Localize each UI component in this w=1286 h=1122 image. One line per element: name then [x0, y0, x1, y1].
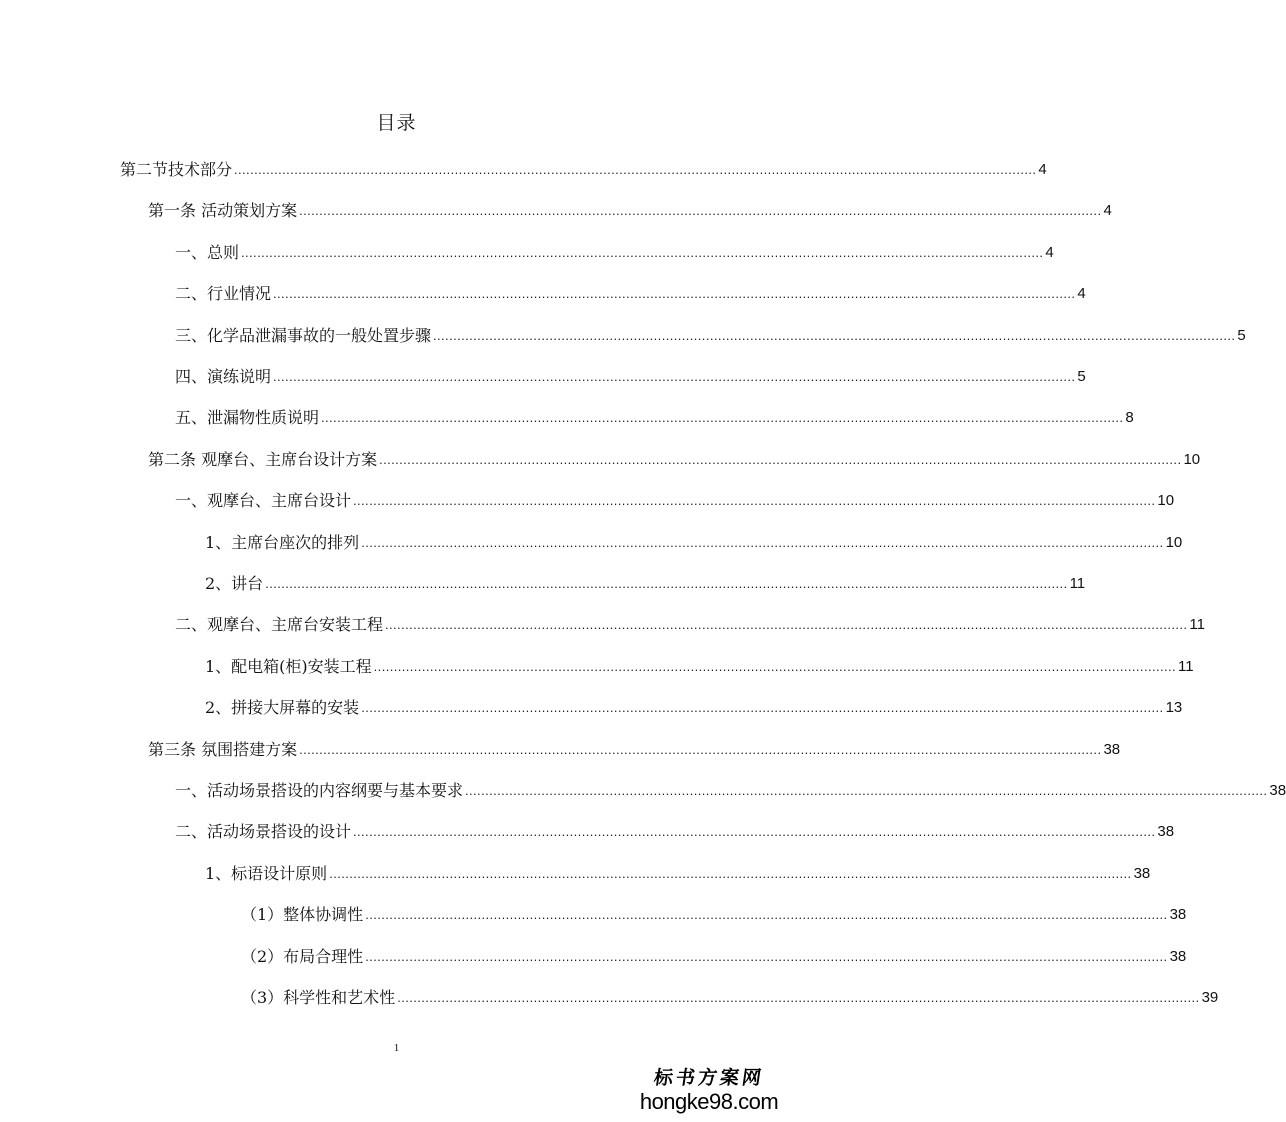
toc-entry[interactable]	[175, 280, 1086, 304]
toc-dot-leader: ........................................................................................................................................................................................................	[353, 493, 1156, 509]
toc-dot-leader: ........................................................................................................................................................................................................	[397, 990, 1200, 1005]
toc-entry-page: 4	[1045, 243, 1054, 261]
toc-entry-page: 8	[1125, 409, 1134, 427]
toc-entry-page: 10	[1157, 492, 1175, 510]
toc-entry[interactable]	[175, 777, 1286, 801]
toc-entry[interactable]	[175, 611, 1205, 635]
toc-dot-leader: ........................................................................................................................................................................................................	[365, 948, 1168, 964]
toc-dot-leader: ........................................................................................................................................................................................................	[234, 162, 1037, 177]
toc-entry[interactable]	[175, 363, 1086, 387]
toc-entry-label: 第二条 观摩台、主席台设计方案	[148, 449, 378, 469]
toc-dot-leader: ........................................................................................................................................................................................................	[299, 203, 1102, 219]
watermark-site-name: 标书方案网	[652, 1067, 766, 1089]
toc-entry[interactable]	[175, 322, 1246, 346]
toc-entry-page: 10	[1165, 533, 1183, 551]
toc-entry-page: 38	[1157, 823, 1175, 841]
toc-entry[interactable]	[241, 901, 1187, 925]
toc-entry[interactable]	[241, 984, 1219, 1008]
toc-entry-label: 五、泄漏物性质说明	[175, 408, 320, 428]
toc-entry[interactable]	[148, 197, 1112, 221]
toc-entry-label: 四、演练说明	[175, 367, 272, 386]
toc-entry-label: 二、活动场景搭设的设计	[175, 822, 352, 842]
toc-entry-page: 13	[1165, 699, 1183, 717]
toc-entry-page: 11	[1189, 616, 1205, 634]
watermark-logo	[639, 1066, 779, 1114]
toc-dot-leader: ........................................................................................................................................................................................................	[321, 410, 1124, 426]
toc-entry[interactable]	[241, 943, 1187, 967]
toc-entry-page: 4	[1038, 161, 1047, 178]
page-title: 目录	[376, 112, 417, 134]
toc-entry-page: 39	[1201, 989, 1219, 1006]
toc-entry-label: （1）整体协调性	[241, 905, 364, 925]
toc-dot-leader: ........................................................................................................................................................................................................	[365, 907, 1168, 923]
toc-entry-label: 第一条 活动策划方案	[148, 201, 298, 221]
toc-entry[interactable]	[120, 156, 1047, 180]
toc-entry-label: 一、活动场景搭设的内容纲要与基本要求	[175, 781, 464, 800]
toc-entry-page: 11	[1069, 575, 1086, 592]
toc-entry[interactable]	[205, 570, 1086, 594]
toc-entry-page: 10	[1183, 450, 1201, 468]
toc-dot-leader: ........................................................................................................................................................................................................	[465, 783, 1268, 798]
toc-entry[interactable]	[175, 818, 1175, 842]
toc-entry-label: 二、行业情况	[175, 284, 272, 304]
toc-entry[interactable]	[148, 736, 1121, 760]
toc-dot-leader: ........................................................................................................................................................................................................	[299, 741, 1102, 757]
toc-entry[interactable]	[205, 653, 1194, 677]
toc-dot-leader: ........................................................................................................................................................................................................	[353, 824, 1156, 840]
toc-entry-page: 4	[1103, 202, 1112, 220]
toc-entry[interactable]	[148, 446, 1201, 470]
toc-entry-page: 38	[1169, 947, 1187, 965]
watermark-domain: hongke98.com	[639, 1089, 779, 1114]
toc-entry-label: 二、观摩台、主席台安装工程	[175, 615, 384, 635]
toc-entry[interactable]	[205, 860, 1151, 884]
toc-entry[interactable]	[175, 487, 1175, 511]
toc-entry-page: 38	[1169, 906, 1187, 924]
toc-entry-page: 4	[1077, 285, 1086, 303]
toc-entry[interactable]	[205, 694, 1183, 718]
toc-entry-label: 1、配电箱(柜)安装工程	[205, 656, 372, 676]
toc-entry-label: 第二节技术部分	[120, 160, 233, 179]
toc-entry[interactable]	[175, 404, 1134, 428]
toc-entry-label: 一、总则	[175, 242, 240, 262]
toc-entry-page: 5	[1237, 326, 1246, 344]
toc-entry-page: 38	[1133, 864, 1151, 882]
toc-dot-leader: ........................................................................................................................................................................................................	[385, 617, 1188, 633]
page-number: 1	[393, 1042, 400, 1054]
toc-dot-leader: ........................................................................................................................................................................................................	[433, 327, 1236, 343]
toc-entry-label: 1、主席台座次的排列	[205, 532, 360, 552]
toc-entry[interactable]	[205, 529, 1183, 553]
toc-dot-leader: ........................................................................................................................................................................................................	[361, 700, 1164, 716]
toc-entry-label: 2、拼接大屏幕的安装	[205, 698, 360, 718]
toc-dot-leader: ........................................................................................................................................................................................................	[265, 576, 1068, 591]
toc-dot-leader: ........................................................................................................................................................................................................	[273, 286, 1076, 302]
toc-entry[interactable]	[175, 239, 1054, 263]
toc-entry-page: 38	[1103, 740, 1121, 758]
toc-entry-label: 第三条 氛围搭建方案	[148, 739, 298, 759]
toc-dot-leader: ........................................................................................................................................................................................................	[241, 244, 1044, 260]
toc-entry-page: 5	[1077, 368, 1086, 385]
toc-dot-leader: ........................................................................................................................................................................................................	[329, 865, 1132, 881]
toc-entry-label: 1、标语设计原则	[205, 863, 328, 883]
toc-entry-label: 三、化学品泄漏事故的一般处置步骤	[175, 325, 432, 345]
toc-entry-label: （3）科学性和艺术性	[241, 988, 396, 1007]
toc-entry-label: 2、讲台	[205, 574, 264, 593]
toc-entry-page: 11	[1178, 657, 1194, 675]
toc-dot-leader: ........................................................................................................................................................................................................	[373, 658, 1177, 674]
toc-dot-leader: ........................................................................................................................................................................................................	[379, 451, 1182, 467]
toc-dot-leader: ........................................................................................................................................................................................................	[273, 369, 1076, 384]
toc-dot-leader: ........................................................................................................................................................................................................	[361, 534, 1164, 550]
toc-entry-label: 一、观摩台、主席台设计	[175, 491, 352, 511]
toc-entry-page: 38	[1269, 782, 1286, 799]
toc-entry-label: （2）布局合理性	[241, 946, 364, 966]
